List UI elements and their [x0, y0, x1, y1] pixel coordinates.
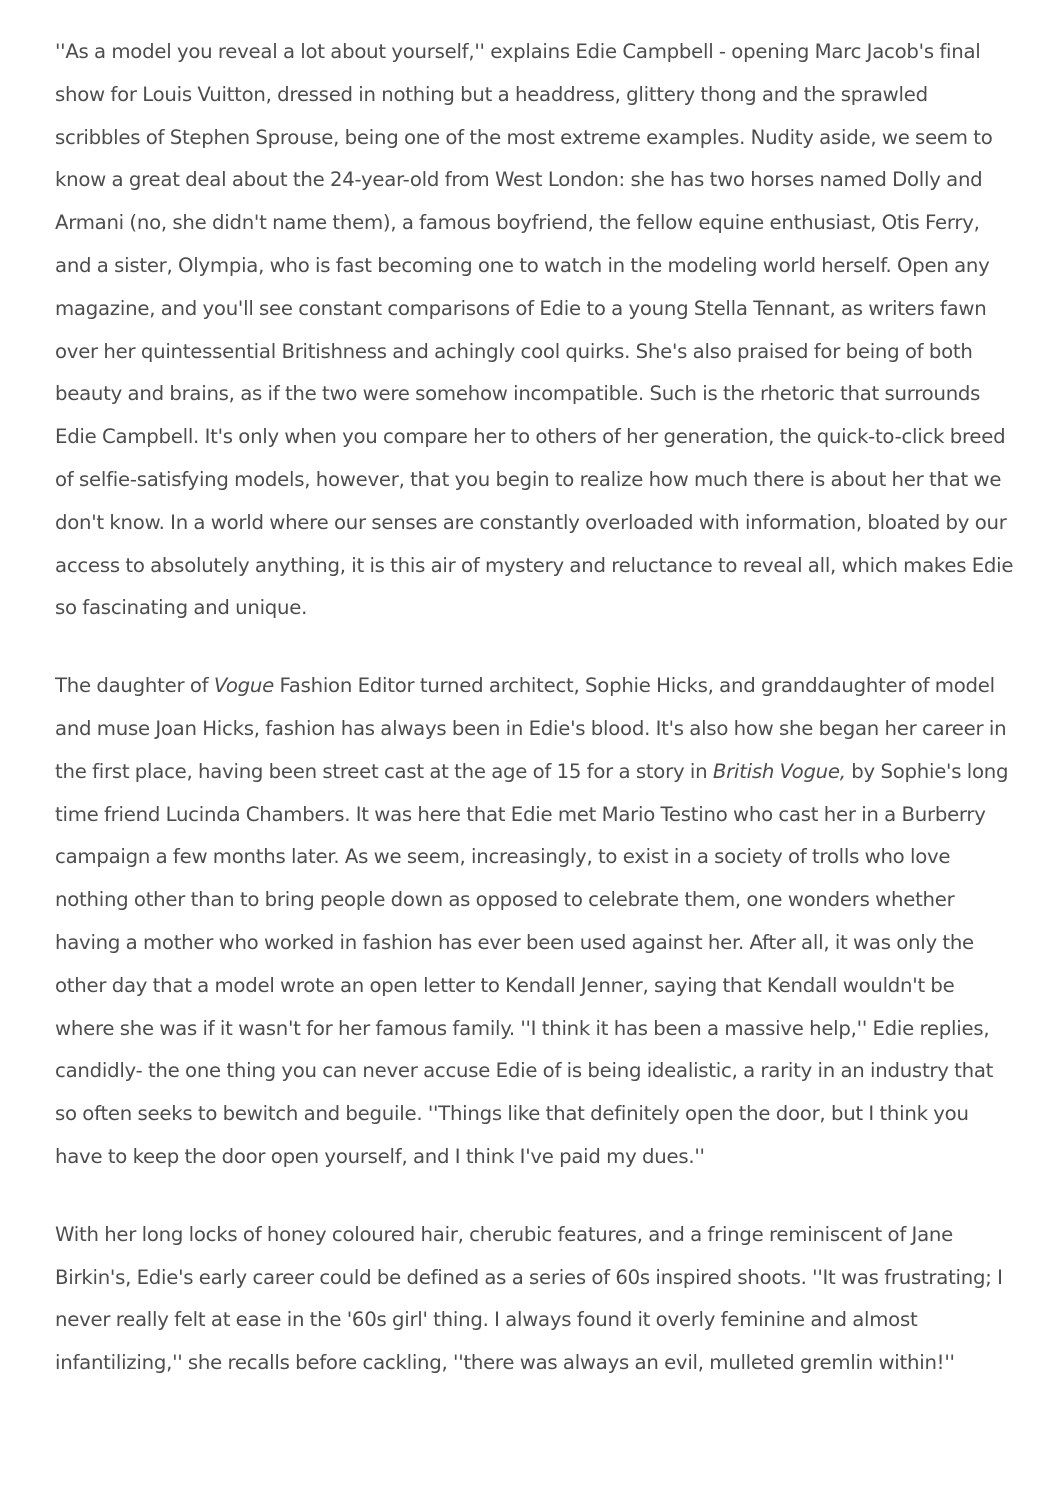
paragraph-text: ''As a model you reveal a lot about yourself,'' explains Edie Campbell - opening Marc Jacob's final show for Louis Vuitton, dressed in nothing but a headdress, glittery thong and the sprawled scribbles of Stephen Sprouse, being one of the most extreme examples. Nudity aside, we seem to know a great deal about the 24-year-old from West London: she has two horses named Dolly and Armani (no, she didn't name them), a famous boyfriend, the fellow equine enthusiast, Otis Ferry, and a sister, Olympia, who is fast becoming one to watch in the modeling world herself. Open any magazine, and you'll see constant comparisons of Edie to a young Stella Tennant, as writers fawn over her quintessential Britishness and achingly cool quirks. She's also praised for being of both beauty and brains, as if the two were somehow incompatible. Such is the rhetoric that surrounds Edie Campbell. It's only when you compare her to others of her generation, the quick-to-click breed of selfie-satisfying models, however, that you begin to realize how much there is about her that we don't know. In a world where our senses are constantly overloaded with information, bloated by our access to absolutely anything, it is this air of mystery and reluctance to reveal all, which makes Edie so fascinating and unique.	[55, 40, 1014, 620]
paragraph-text: The daughter of	[55, 674, 214, 698]
publication-title-italic: Vogue	[213, 674, 275, 698]
article-paragraph-2	[55, 665, 1015, 1179]
publication-title-italic: British Vogue,	[712, 759, 846, 783]
paragraph-text: by Sophie's long time friend Lucinda Chambers. It was here that Edie met Mario Testino who cast her in a Burberry campaign a few months later. As we seem, increasingly, to exist in a society of trolls who love nothing other than to bring people down as opposed to celebrate them, one wonders whether having a mother who worked in fashion has ever been used against her. After all, it was only the other day that a model wrote an open letter to Kendall Jenner, saying that Kendall wouldn't be where she was if it wasn't for her famous family. ''I think it has been a massive help,'' Edie replies, candidly- the one thing you can never accuse Edie of is being idealistic, a rarity in an industry that so often seeks to bewitch and beguile. ''Things like that definitely open the door, but I think you have to keep the door open yourself, and I think I've paid my dues.''	[55, 759, 1009, 1168]
article-paragraph-3	[55, 1214, 1015, 1385]
paragraph-text: Fashion Editor turned architect, Sophie Hicks, and granddaughter of model and muse Joan Hicks, fashion has always been in Edie's blood. It's also how she began her career in the first place, having been street cast at the age of 15 for a story in	[55, 674, 1007, 783]
article-paragraph-1	[55, 31, 1015, 630]
paragraph-text: With her long locks of honey coloured hair, cherubic features, and a fringe reminiscent of Jane Birkin's, Edie's early career could be defined as a series of 60s inspired shoots. ''It was frustrating; I never really felt at ease in the '60s girl' thing. I always found it overly feminine and almost infantilizing,'' she recalls before cackling, ''there was always an evil, mulleted gremlin within!''	[55, 1222, 1003, 1375]
article-body	[55, 31, 1015, 1385]
